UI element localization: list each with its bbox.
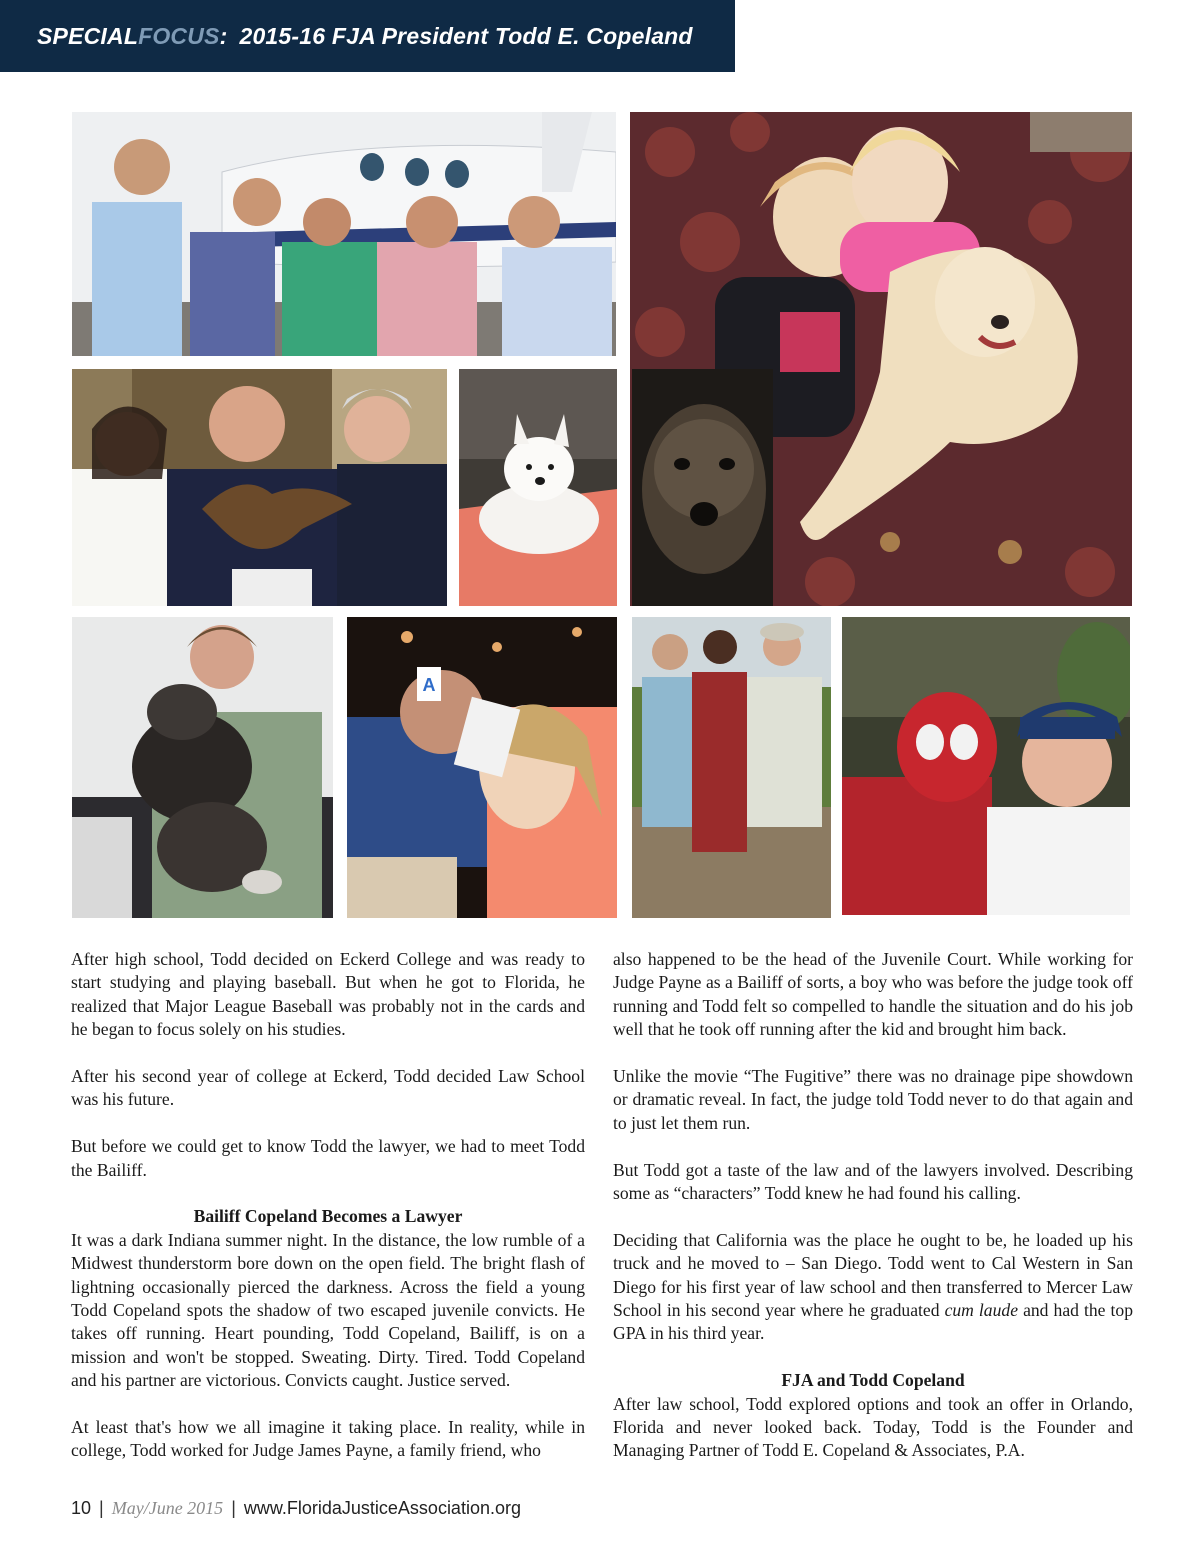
paragraph: But before we could get to know Todd the lawyer, we had to meet Todd the Bailiff. — [71, 1136, 585, 1180]
photo-maasai-guide — [632, 617, 831, 918]
paragraph — [613, 1229, 1133, 1346]
svg-text:A: A — [422, 675, 436, 695]
latin-honor: cum laude — [944, 1300, 1019, 1321]
article-left-column — [71, 948, 585, 1463]
article-right-column — [613, 948, 1133, 1463]
paragraph: At least that's how we all imagine it taking place. In reality, while in college, Todd worked for Judge James Payne, a family friend, who — [71, 1417, 585, 1461]
footer-separator: | — [99, 1498, 104, 1518]
page-number: 10 — [71, 1498, 92, 1518]
photo-man-holding-dog — [72, 617, 333, 918]
paragraph-text: and had the top GPA in his third year. — [613, 1300, 1133, 1344]
section-banner — [0, 0, 735, 72]
photo-spiderman-hulk — [842, 617, 1130, 915]
section-heading: Bailiff Copeland Becomes a Lawyer — [193, 1206, 463, 1227]
photo-dark-terrier — [632, 369, 773, 606]
paragraph: Unlike the movie “The Fugitive” there was no drainage pipe showdown or dramatic reveal. In fact, the judge told Todd never to do that again and to just let them run. — [613, 1066, 1133, 1133]
photo-cards-on-forehead — [347, 617, 617, 918]
footer-separator: | — [231, 1498, 236, 1518]
website-link[interactable]: www.FloridaJusticeAssociation.org — [243, 1498, 521, 1518]
paragraph: After his second year of college at Eckerd, Todd decided Law School was his future. — [71, 1066, 585, 1110]
banner-colon: : — [219, 22, 228, 49]
banner-special: SPECIAL — [37, 22, 139, 49]
issue-date: May/June 2015 — [111, 1498, 224, 1518]
photo-eagle-award — [72, 369, 447, 606]
photo-group-airplane — [72, 112, 616, 356]
paragraph: But Todd got a taste of the law and of the lawyers involved. Describing some as “characters” Todd knew he had found his calling. — [613, 1159, 1133, 1204]
banner-focus: FOCUS — [138, 22, 220, 49]
paragraph: After law school, Todd explored options and took an offer in Orlando, Florida and never looked back. Today, Todd is the Founder and Managing Partner of Todd E. Copeland & Associates, P.A. — [613, 1393, 1133, 1461]
paragraph: also happened to be the head of the Juvenile Court. While working for Judge Payne as a Bailiff of sorts, a boy who was before the judge took off running and Todd felt so compelled to handle the situation and do his job well that he took off running after the kid and brought him back. — [613, 949, 1133, 1040]
paragraph: After high school, Todd decided on Eckerd College and was ready to start studying and playing baseball. But when he got to Florida, he realized that Major League Baseball was probably not in the cards and he began to focus solely on his studies. — [71, 949, 585, 1040]
page-footer — [71, 1498, 521, 1524]
paragraph: It was a dark Indiana summer night. In the distance, the low rumble of a Midwest thunderstorm bore down on the open field. The bright flash of lightning occasionally pierced the darkness. Across the field a young Todd Copeland spots the shadow of two escaped juvenile convicts. He takes off running. Heart pounding, Todd Copeland, Bailiff, is on a mission and won't be stopped. Sweating. Dirty. Tired. Todd Copeland and his partner are victorious. Convicts caught. Justice served. — [71, 1229, 585, 1391]
photo-white-terrier — [459, 369, 617, 606]
banner-title: 2015-16 FJA President Todd E. Copeland — [239, 22, 693, 49]
section-heading: FJA and Todd Copeland — [781, 1370, 965, 1391]
paragraph-text: Deciding that California was the place he ought to be, he loaded up his truck and he moved to – San Diego. Todd went to Cal Western in San Diego for his first year of law school and then transferred to Mercer Law School in his second year where he graduated — [613, 1229, 1133, 1321]
